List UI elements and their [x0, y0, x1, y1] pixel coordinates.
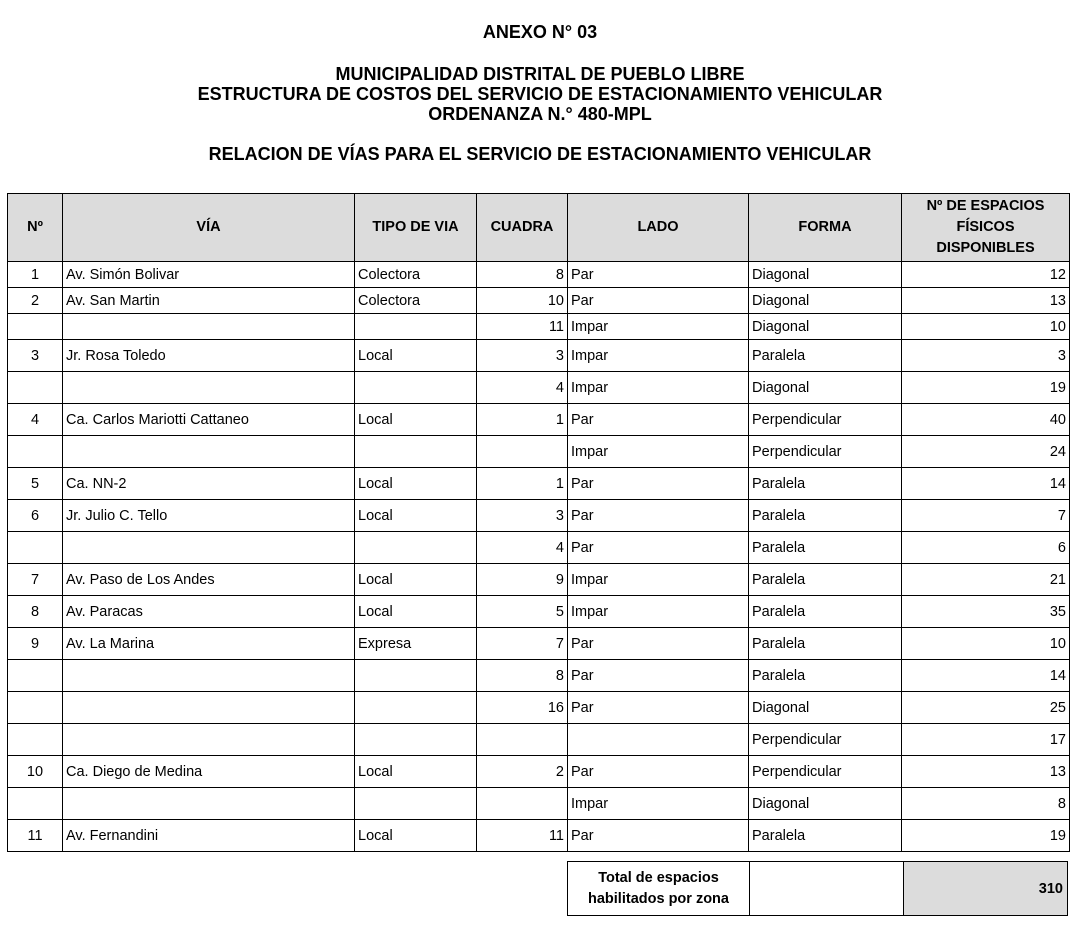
cell-tipo: Local — [355, 564, 477, 596]
cell-n: 10 — [8, 756, 63, 788]
cell-cuadra: 9 — [477, 564, 568, 596]
cell-via: Ca. Carlos Mariotti Cattaneo — [63, 404, 355, 436]
cell-lado: Impar — [568, 314, 749, 340]
cell-via: Ca. Diego de Medina — [63, 756, 355, 788]
cell-tipo — [355, 788, 477, 820]
cell-espacios: 35 — [902, 596, 1070, 628]
table-row — [8, 660, 1070, 692]
cell-via — [63, 532, 355, 564]
cell-tipo — [355, 532, 477, 564]
cell-espacios: 19 — [902, 820, 1070, 852]
table-row — [8, 404, 1070, 436]
cell-n: 1 — [8, 262, 63, 288]
cell-lado: Par — [568, 404, 749, 436]
cell-via: Ca. NN-2 — [63, 468, 355, 500]
cell-cuadra: 11 — [477, 314, 568, 340]
table-row — [8, 724, 1070, 756]
total-block — [567, 861, 1068, 916]
cell-lado: Par — [568, 262, 749, 288]
cell-espacios: 10 — [902, 314, 1070, 340]
cell-espacios: 40 — [902, 404, 1070, 436]
relation-title: RELACION DE VÍAS PARA EL SERVICIO DE ESTACIONAMIENTO VEHICULAR — [208, 144, 872, 164]
table-row — [8, 468, 1070, 500]
cell-espacios: 25 — [902, 692, 1070, 724]
cell-via — [63, 372, 355, 404]
cell-n — [8, 788, 63, 820]
cell-lado: Par — [568, 288, 749, 314]
table-row — [8, 500, 1070, 532]
cell-espacios: 8 — [902, 788, 1070, 820]
cell-n — [8, 372, 63, 404]
cell-forma: Diagonal — [749, 288, 902, 314]
cell-n: 11 — [8, 820, 63, 852]
cell-tipo: Expresa — [355, 628, 477, 660]
cell-lado: Par — [568, 532, 749, 564]
col-header-espacios — [902, 194, 1070, 262]
table-row — [8, 262, 1070, 288]
cell-forma: Perpendicular — [749, 436, 902, 468]
table-row — [8, 692, 1070, 724]
table-row — [8, 314, 1070, 340]
table-row — [8, 820, 1070, 852]
table-row — [8, 532, 1070, 564]
cell-forma: Diagonal — [749, 314, 902, 340]
cell-forma: Paralela — [749, 660, 902, 692]
total-label: Total de espacios habilitados por zona — [568, 862, 750, 916]
col-header-cuadra: CUADRA — [477, 194, 568, 262]
col-header-forma: FORMA — [749, 194, 902, 262]
cell-tipo: Local — [355, 596, 477, 628]
col-header-lado: LADO — [568, 194, 749, 262]
cell-via: Av. San Martin — [63, 288, 355, 314]
cell-via: Av. Fernandini — [63, 820, 355, 852]
table-body — [8, 262, 1070, 852]
cell-n — [8, 692, 63, 724]
cell-forma: Paralela — [749, 628, 902, 660]
cell-forma: Paralela — [749, 820, 902, 852]
cell-via — [63, 660, 355, 692]
col-header-n: Nº — [8, 194, 63, 262]
cell-cuadra: 4 — [477, 372, 568, 404]
col-header-espacios-line2: FÍSICOS — [956, 219, 1015, 235]
cell-n — [8, 436, 63, 468]
total-value: 310 — [904, 862, 1068, 916]
cell-tipo — [355, 314, 477, 340]
cell-espacios: 12 — [902, 262, 1070, 288]
cell-forma: Paralela — [749, 468, 902, 500]
cell-n: 9 — [8, 628, 63, 660]
cell-lado: Par — [568, 756, 749, 788]
cell-via: Av. Simón Bolivar — [63, 262, 355, 288]
table-row — [8, 788, 1070, 820]
total-row — [568, 862, 1068, 916]
table-row — [8, 756, 1070, 788]
table-row — [8, 372, 1070, 404]
total-empty-cell — [750, 862, 904, 916]
cell-espacios: 6 — [902, 532, 1070, 564]
cell-n: 7 — [8, 564, 63, 596]
cell-n: 6 — [8, 500, 63, 532]
cell-espacios: 14 — [902, 660, 1070, 692]
cell-cuadra — [477, 436, 568, 468]
cell-lado: Par — [568, 660, 749, 692]
table-row — [8, 564, 1070, 596]
cell-lado: Impar — [568, 436, 749, 468]
cell-cuadra: 11 — [477, 820, 568, 852]
cell-tipo — [355, 724, 477, 756]
cell-tipo: Colectora — [355, 262, 477, 288]
cell-tipo: Local — [355, 820, 477, 852]
cell-via: Jr. Rosa Toledo — [63, 340, 355, 372]
cell-cuadra: 4 — [477, 532, 568, 564]
roads-table — [7, 193, 1070, 852]
cell-cuadra: 3 — [477, 340, 568, 372]
ordinance-title: ORDENANZA N.° 480-MPL — [428, 104, 652, 124]
table-header-row — [8, 194, 1070, 262]
cell-tipo — [355, 692, 477, 724]
cell-via — [63, 788, 355, 820]
col-header-via: VÍA — [63, 194, 355, 262]
cell-tipo: Local — [355, 468, 477, 500]
cell-lado — [568, 724, 749, 756]
cell-lado: Impar — [568, 340, 749, 372]
cell-cuadra: 2 — [477, 756, 568, 788]
col-header-espacios-line1: Nº DE ESPACIOS — [926, 198, 1045, 214]
cell-forma: Perpendicular — [749, 724, 902, 756]
cell-forma: Paralela — [749, 340, 902, 372]
cell-espacios: 3 — [902, 340, 1070, 372]
cell-cuadra: 3 — [477, 500, 568, 532]
cell-forma: Paralela — [749, 500, 902, 532]
cell-lado: Par — [568, 500, 749, 532]
cell-forma: Paralela — [749, 532, 902, 564]
cell-espacios: 17 — [902, 724, 1070, 756]
cell-cuadra: 16 — [477, 692, 568, 724]
table-row — [8, 628, 1070, 660]
cell-via — [63, 692, 355, 724]
cell-forma: Perpendicular — [749, 404, 902, 436]
table-row — [8, 436, 1070, 468]
cell-lado: Par — [568, 468, 749, 500]
cell-lado: Impar — [568, 788, 749, 820]
cell-cuadra: 10 — [477, 288, 568, 314]
cell-espacios: 19 — [902, 372, 1070, 404]
cell-via — [63, 436, 355, 468]
cell-lado: Impar — [568, 564, 749, 596]
cell-tipo: Local — [355, 404, 477, 436]
cell-tipo — [355, 436, 477, 468]
cell-cuadra: 1 — [477, 404, 568, 436]
cell-cuadra: 8 — [477, 660, 568, 692]
cell-n: 8 — [8, 596, 63, 628]
cell-cuadra: 8 — [477, 262, 568, 288]
cell-forma: Diagonal — [749, 692, 902, 724]
cell-espacios: 24 — [902, 436, 1070, 468]
structure-title: ESTRUCTURA DE COSTOS DEL SERVICIO DE ESTACIONAMIENTO VEHICULAR — [197, 84, 883, 104]
cell-forma: Perpendicular — [749, 756, 902, 788]
cell-via: Jr. Julio C. Tello — [63, 500, 355, 532]
annex-title: ANEXO N° 03 — [482, 22, 598, 42]
table-row — [8, 596, 1070, 628]
cell-cuadra — [477, 724, 568, 756]
document-heading — [0, 64, 1080, 124]
cell-n: 4 — [8, 404, 63, 436]
cell-via — [63, 724, 355, 756]
cell-tipo: Local — [355, 500, 477, 532]
cell-n: 2 — [8, 288, 63, 314]
cell-n: 3 — [8, 340, 63, 372]
col-header-espacios-line3: DISPONIBLES — [936, 240, 1035, 256]
cell-espacios: 13 — [902, 288, 1070, 314]
cell-via: Av. Paracas — [63, 596, 355, 628]
cell-tipo: Local — [355, 340, 477, 372]
cell-tipo — [355, 372, 477, 404]
cell-n — [8, 314, 63, 340]
cell-espacios: 21 — [902, 564, 1070, 596]
cell-n — [8, 660, 63, 692]
cell-lado: Impar — [568, 372, 749, 404]
cell-lado: Par — [568, 820, 749, 852]
cell-tipo: Colectora — [355, 288, 477, 314]
cell-espacios: 13 — [902, 756, 1070, 788]
cell-lado: Par — [568, 628, 749, 660]
cell-forma: Diagonal — [749, 788, 902, 820]
table-row — [8, 340, 1070, 372]
cell-espacios: 10 — [902, 628, 1070, 660]
cell-lado: Par — [568, 692, 749, 724]
cell-cuadra — [477, 788, 568, 820]
cell-cuadra: 7 — [477, 628, 568, 660]
cell-espacios: 7 — [902, 500, 1070, 532]
cell-tipo — [355, 660, 477, 692]
cell-cuadra: 5 — [477, 596, 568, 628]
cell-n: 5 — [8, 468, 63, 500]
cell-via: Av. La Marina — [63, 628, 355, 660]
col-header-tipo: TIPO DE VIA — [355, 194, 477, 262]
cell-tipo: Local — [355, 756, 477, 788]
municipality-title: MUNICIPALIDAD DISTRITAL DE PUEBLO LIBRE — [335, 64, 745, 84]
cell-forma: Diagonal — [749, 262, 902, 288]
total-table — [567, 861, 1068, 916]
cell-n — [8, 724, 63, 756]
cell-forma: Diagonal — [749, 372, 902, 404]
cell-via — [63, 314, 355, 340]
cell-espacios: 14 — [902, 468, 1070, 500]
cell-lado: Impar — [568, 596, 749, 628]
cell-forma: Paralela — [749, 564, 902, 596]
cell-via: Av. Paso de Los Andes — [63, 564, 355, 596]
cell-cuadra: 1 — [477, 468, 568, 500]
cell-forma: Paralela — [749, 596, 902, 628]
table-row — [8, 288, 1070, 314]
cell-n — [8, 532, 63, 564]
